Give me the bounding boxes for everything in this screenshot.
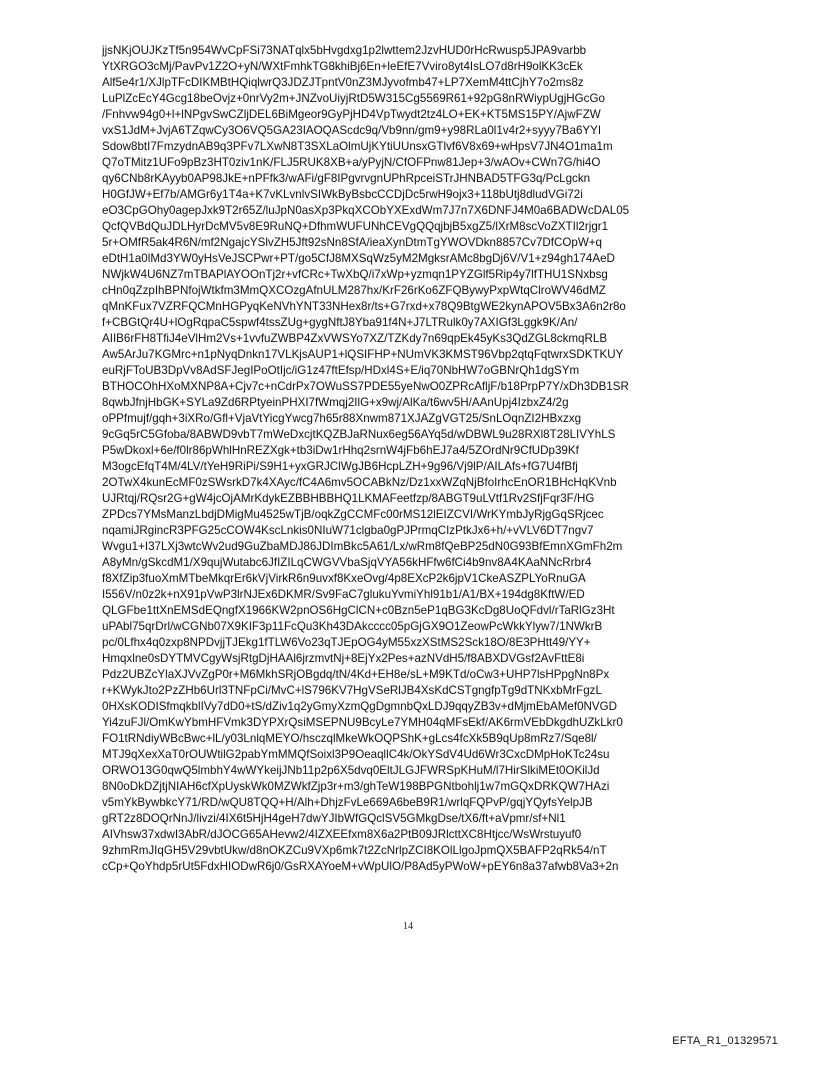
- text-line: Yi4zuFJl/OmKwYbmHFVmk3DYPXrQsiMSEPNU9BcyLe7YMH04qMFsEkf/AK6rmVEbDkgdhUZkLkr0: [102, 716, 623, 729]
- text-line: 2OTwX4kunEcMF0zSWsrkD7k4XAyc/fC4A6mv5OCABkNz/Dz1xxWZqNjBfoIrhcEnOR1BHcHqKVnb: [102, 476, 617, 489]
- document-id-footer: EFTA_R1_01329571: [672, 1035, 778, 1047]
- text-line: gRT2z8DOQrNnJ/livzi/4IX6t5HjH4geH7dwYJIbWfGQclSV5GMkgDse/tX6/ft+aVpmr/sf+Nl1: [102, 812, 566, 825]
- text-line: r+KWykJto2PzZHb6Url3TNFpCi/MvC+lS796KV7HgVSeRlJB4XsKdCSTgngfpTg9dTNKxbMrFgzL: [102, 684, 602, 697]
- text-line: 9zhmRmJIqGH5V29vbtUkw/d8nOKZCu9VXp6mk7t2ZcNrlpZCI8KOlLlgoJpmQX5BAFP2qRk54/nT: [102, 844, 607, 857]
- text-line: Pdz2UBZcYlaXJVvZgP0r+M6MkhSRjOBgdq/tN/4Kd+EH8e/sL+M9KTd/oCw3+UHP7lsHPpgNn8Px: [102, 668, 610, 681]
- text-line: YtXRGO3cMj/PavPv1Z2O+yN/WXtFmhkTG8khiBj6En+leEfE7Vviro8yt4IsLO7d8rH9olKK3cEk: [102, 60, 583, 73]
- encoded-text-block: [102, 43, 732, 875]
- text-line: eO3CpGOhy0agepJxk9T2r65Z/luJpN0asXp3PkqXCObYXExdWm7J7n7X6DNFJ4M0a6BADWcDAL05: [102, 204, 630, 217]
- text-line: qy6CNb8rKAyyb0AP98JkE+nPFfk3/wAFi/gF8IPgvrvgnUPhRpceiSTrJHNBAD5TFG3q/PcLgckn: [102, 172, 591, 185]
- text-line: eDtH1a0lMd3YW0yHsVeJSCPwr+PT/go5CfJ8MXSqWz5yM2MgksrAMc8bgDj6V/V1+z94gh174AeD: [102, 252, 615, 265]
- text-line: uPAbl75qrDrl/wCGNb07X9KIF3p11FcQu3Kh43DAkcccc05pGjGX9O1ZeowPcWkkYlyw7/1NWkrB: [102, 620, 603, 633]
- text-line: vxS1JdM+JvjA6TZqwCy3O6VQ5GA23IAOQAScdc9q/Vb9nn/gm9+y98RLa0l1v4r2+syyy7Ba6YYI: [102, 124, 602, 137]
- text-line: I556V/n0z2k+nX91pVwP3lrNJEx6DKMR/Sv9FaC7glukuYvmiYhl91b1/A1/BX+194dg8KftW/ED: [102, 588, 585, 601]
- text-line: 8N0oDkDZjtjNIAH6cfXpUyskWk0MZWkfZjp3r+m3/ghTeW198BPGNtbohlj1w7mGQxDRKQW7HAzi: [102, 780, 610, 793]
- text-line: ORWO13G0qwQ5lmbhY4wWYkeijJNb11p2p6X5dvq0EltJLGJFWRSpKHuM/l7HirSlkiMEt0OKilJd: [102, 764, 600, 777]
- text-line: f+CBGtQr4U+lOgRqpaC5spwf4tssZUg+gygNftJ8Yba91f4N+J7LTRulk0y7AXIGf3Lggk9K/An/: [102, 316, 578, 329]
- text-line: P5wDkoxl+6e/f0lr86pWhlHnREZXgk+tb3iDw1rHhq2srnW4jFb6hEJ7a4/5ZOrdNr9CfUDp39Kf: [102, 444, 579, 457]
- text-line: euRjFToUB3DpVv8AdSFJegIPoOtIjc/iG1z47ftEfsp/HDxl4S+E/iq70NbHW7oGBNrQh1dgSYm: [102, 364, 580, 377]
- text-line: NWjkW4U6NZ7mTBAPlAYOOnTj2r+vfCRc+TwXbQ/i7xWp+yzmqn1PYZGlf5Rip4y7lfTHU1SNxbsg: [102, 268, 608, 281]
- text-line: ZPDcs7YMsManzLbdjDMigMu4525wTjB/oqkZgCCMFc00rMS12lEIZCVI/WrKYmbJyRjgGqSRjcec: [102, 508, 604, 521]
- text-line: QLGFbe1ttXnEMSdEQngfX1966KW2pnOS6HgClCN+c0Bzn5eP1qBG3KcDg8UoQFdvl/rTaRlGz3Ht: [102, 604, 615, 617]
- text-line: jjsNKjOUJKzTf5n954WvCpFSi73NATqlx5bHvgdxg1p2lwttem2JzvHUD0rHcRwusp5JPA9varbb: [102, 44, 587, 57]
- text-line: f8XfZip3fuoXmMTbeMkqrEr6kVjVirkR6n9uvxf8KxeOvg/4p8EXcP2k6jpV1CkeASZPLYoRnuGA: [102, 572, 586, 585]
- text-line: cHn0qZzpIhBPNfojWtkfm3MmQXCOzgAfnULM287hx/KrF26rKo6ZFQBywyPxpWtqClroWV46dMZ: [102, 284, 606, 297]
- text-line: 0HXsKODISfmqkblIVy7dD0+tS/dZiv1q2yGmyXzmQgDgmnbQxLDJ9qqyZB3v+dMjmEbAMef0NVGD: [102, 700, 618, 713]
- text-line: 9cGq5rC5Gfoba/8ABWD9vbT7mWeDxcjtKQZBJaRNux6eg56AYq5d/wDBWL9u28RXl8T28LIVYhLS: [102, 428, 616, 441]
- text-line: MTJ9qXexXaT0rOUWtilG2pabYmMMQfSoixl3P9OeaqllC4k/OkYSdV4Ud6Wr3CxcDMpHoKTc24su: [102, 748, 610, 761]
- text-line: v5mYkBywbkcY71/RD/wQU8TQQ+H/Alh+DhjzFvLe669A6beB9R1/wrlqFQPvP/gqjYQyfsYelpJB: [102, 796, 593, 809]
- text-line: Wvgu1+I37LXj3wtcWv2ud9GuZbaMDJ86JDImBkc5A61/Lx/wRm8fQeBP25dN0G93BfEmnXGmFh2m: [102, 540, 623, 553]
- text-line: Q7oTMitz1UFo9pBz3HT0ziv1nK/FLJ5RUK8XB+a/yPyjN/CfOFPnw81Jep+3/wAOv+CWn7G/hi4O: [102, 156, 601, 169]
- text-line: AIIB6rFH8TfiJ4eVlHm2Vs+1vvfuZWBP4ZxVWSYo7XZ/TZKdy7n69qpEk45yKs3QdZGL8ckmqRLB: [102, 332, 608, 345]
- text-line: FO1tRNdiyWBcBwc+lL/y03LnlqMEYO/hsczqlMkeWkOQPShK+gLcs4fcXk5B9qUp8mRz7/Sqe8l/: [102, 732, 597, 745]
- text-line: oPPfmujf/gqh+3iXRo/Gfl+VjaVtYicgYwcg7h65r88Xnwm871XJAZgVGT25/SnLOqnZI2HBxzxg: [102, 412, 582, 425]
- text-line: BTHOCOhHXoMXNP8A+Cjv7c+nCdrPx7OWuSS7PDE55yeNwO0ZPRcAfljF/b18PrpP7Y/xDh3DB1SR: [102, 380, 629, 393]
- text-line: AIVhsw37xdwI3AbR/dJOCG65AHevw2/4IZXEEfxm8X6a2PtB09JRlcttXC8Htjcc/WsWrstuyuf0: [102, 828, 582, 841]
- text-line: 8qwbJfnjHbGK+SYLa9Zd6RPtyeinPHXI7fWmqj2IlG+x9wj/AlKa/t6wv5H/AAnUpj4IzbxZ4/2g: [102, 396, 569, 409]
- text-line: Aw5ArJu7KGMrc+n1pNyqDnkn17VLKjsAUP1+lQSIFHP+NUmVK3KMST96Vbp2qtqFqtwrxSDKTKUY: [102, 348, 624, 361]
- text-line: LuPlZcEcY4Gcg18beOvjz+0nrVy2m+JNZvoUiyjRtD5W315Cg5569R61+92pG8nRWiypUgjHGcGo: [102, 92, 605, 105]
- text-line: 5r+OMfR5ak4R6N/mf2NgajcYSlvZH5Jft92sNn8SfA/ieaXynDtmTgYWOVDkn8857Cv7DfCOpW+q: [102, 236, 602, 249]
- text-line: QcfQVBdQuJDLHyrDcMV5v8E9RuNQ+DfhmWUFUNhCEVgQQqjbjB5xgZ5/lXrM8scVoZXTIl2rjgr1: [102, 220, 609, 233]
- text-line: Sdow8btI7FmzydnAB9q3PFv7LXwN8T3SXLaOlmUjKYtiUUnsxGTlvf6V8x69+wHpsV7JN4O1ma1m: [102, 140, 613, 153]
- text-line: pc/0Lfhx4q0zxp8NPDvjjTJEkg1fTLW6Vo23qTJEpOG4yM55xzXStMS2Sck18O/8E3PHtt49/YY+: [102, 636, 591, 649]
- text-line: Alf5e4r1/XJlpTFcDIKMBtHQiqlwrQ3JDZJTpntV0nZ3MJyvofmb47+LP7XemM4ttCjhY7o2ms8z: [102, 76, 584, 89]
- text-line: A8yMn/gSkcdM1/X9qujWutabc6JfIZILqCWGVVbaSjqVYA56kHFfw6fCi4b9nv8A4KAaNNcRrbr4: [102, 556, 592, 569]
- text-line: UJRtqj/RQsr2G+gW4jcOjAMrKdykEZBBHBBHQ1LKMAFeetfzp/8ABGT9uLVtf1Rv2SfjFqr3F/HG: [102, 492, 595, 505]
- text-line: H0GfJW+Ef7b/AMGr6y1T4a+K7vKLvnlvSIWkByBsbcCCDjDc5rwH9ojx3+118bUtj8dludVGi72i: [102, 188, 583, 201]
- text-line: cCp+QoYhdp5rUt5FdxHIODwR6j0/GsRXAYoeM+vWpUlO/P8Ad5yPWoW+pEY6n8a37afwb8Va3+2n: [102, 860, 619, 873]
- text-line: qMnKFux7VZRFQCMnHGPyqKeNVhYNT33NHex8r/ts+G7rxd+x78Q9BtgWE2kynAPOV5Bx3A6n2r8o: [102, 300, 626, 313]
- text-line: M3ogcEfqT4M/4LV/tYeH9RiPi/S9H1+yxGRJClWgJB6HcpLZH+9g96/Vj9lP/AILAfs+fG7U4fBfj: [102, 460, 578, 473]
- text-line: nqamiJRgincR3PFG25cCOW4KscLnkis0NIuW71clgba0gPJPrmqCIzPtkJx6+h/+vVLV6DT7ngv7: [102, 524, 594, 537]
- text-line: /Fnhvw94g0+l+lNPgvSwCZljDEL6BiMgeor9GyPjHD4VpTwydt2tz4LO+EK+KT5MS15PY/AjwFZW: [102, 108, 601, 121]
- text-line: Hmqxlne0sDYTMVCgyWsjRtgDjHAAl6jrzmvtNj+8EjYx2Pes+azNVdH5/f8ABXDVGsf2AvFttE8i: [102, 652, 585, 665]
- page-number: 14: [403, 921, 413, 932]
